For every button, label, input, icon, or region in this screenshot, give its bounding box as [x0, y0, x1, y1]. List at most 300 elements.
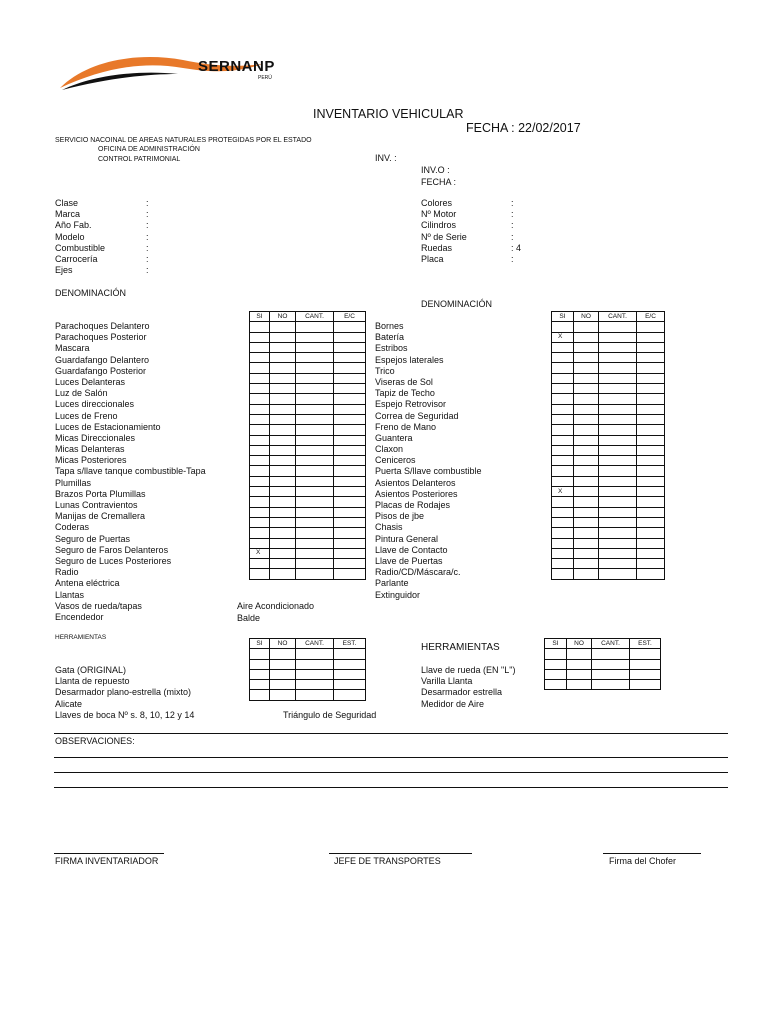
checkbox-cell[interactable]	[296, 649, 334, 659]
checkbox-cell[interactable]	[552, 476, 574, 486]
checkbox-cell[interactable]	[574, 384, 599, 394]
checkbox-cell[interactable]	[334, 445, 366, 455]
tool-item: Desarmador plano-estrella (mixto)	[55, 687, 192, 698]
checkbox-cell[interactable]	[630, 649, 661, 659]
checkbox-cell[interactable]	[250, 517, 270, 527]
checkbox-cell[interactable]	[574, 342, 599, 352]
table-row	[250, 669, 366, 679]
checkbox-cell[interactable]	[552, 394, 574, 404]
checkbox-cell[interactable]	[599, 425, 637, 435]
checkbox-cell[interactable]	[552, 569, 574, 579]
checkbox-cell[interactable]	[270, 363, 296, 373]
checkbox-cell[interactable]	[296, 659, 334, 669]
checkbox-cell[interactable]	[250, 373, 270, 383]
vehicle-field-value: :	[146, 198, 149, 208]
checkbox-cell[interactable]	[334, 476, 366, 486]
checkbox-cell[interactable]	[552, 507, 574, 517]
checkbox-cell[interactable]	[552, 342, 574, 352]
checkbox-cell[interactable]	[296, 669, 334, 679]
checkbox-cell[interactable]	[296, 342, 334, 352]
checkbox-cell[interactable]	[599, 548, 637, 558]
checkbox-cell[interactable]	[250, 425, 270, 435]
checkbox-cell[interactable]	[552, 414, 574, 424]
checkbox-cell[interactable]	[334, 414, 366, 424]
checkbox-cell[interactable]	[250, 680, 270, 690]
checkbox-cell[interactable]	[270, 445, 296, 455]
checkbox-cell[interactable]	[552, 373, 574, 383]
checkbox-cell[interactable]	[334, 538, 366, 548]
table-row	[250, 322, 366, 332]
checkbox-cell[interactable]	[334, 517, 366, 527]
observaciones-line[interactable]	[54, 757, 728, 758]
checkbox-cell[interactable]	[599, 353, 637, 363]
checkbox-cell[interactable]	[296, 404, 334, 414]
checkbox-cell[interactable]	[270, 680, 296, 690]
list-item: Espejo Retrovisor	[375, 399, 447, 410]
checkbox-cell[interactable]	[630, 669, 661, 679]
checkbox-cell[interactable]	[250, 414, 270, 424]
list-item: Llave de Puertas	[375, 555, 443, 566]
checkbox-cell[interactable]	[270, 466, 296, 476]
checkbox-cell[interactable]	[250, 559, 270, 569]
checkbox-cell[interactable]	[574, 456, 599, 466]
checkbox-cell[interactable]	[599, 373, 637, 383]
checkbox-cell[interactable]	[567, 659, 592, 669]
denominacion-left-table	[249, 311, 366, 580]
checkbox-cell[interactable]	[574, 507, 599, 517]
checkbox-cell[interactable]	[270, 435, 296, 445]
checkbox-cell[interactable]	[592, 669, 630, 679]
checkbox-cell[interactable]	[599, 404, 637, 414]
checkbox-cell[interactable]	[637, 476, 665, 486]
checkbox-cell[interactable]	[599, 322, 637, 332]
checkbox-cell[interactable]	[599, 538, 637, 548]
observaciones-line[interactable]	[54, 787, 728, 788]
checkbox-cell[interactable]	[250, 456, 270, 466]
checkbox-cell[interactable]	[250, 538, 270, 548]
checkbox-cell[interactable]	[574, 414, 599, 424]
checkbox-cell[interactable]	[637, 384, 665, 394]
checkbox-cell[interactable]	[270, 373, 296, 383]
checkbox-cell[interactable]	[270, 548, 296, 558]
checkbox-cell[interactable]	[637, 425, 665, 435]
checkbox-cell[interactable]	[630, 680, 661, 690]
checkbox-cell[interactable]	[599, 445, 637, 455]
list-item: Chasis	[375, 522, 403, 533]
checkbox-cell[interactable]	[637, 394, 665, 404]
checkbox-cell[interactable]	[599, 487, 637, 497]
checkbox-cell[interactable]	[574, 559, 599, 569]
checkbox-cell[interactable]	[334, 649, 366, 659]
checkbox-cell[interactable]	[599, 466, 637, 476]
checkbox-cell[interactable]	[552, 559, 574, 569]
checkbox-cell[interactable]	[552, 363, 574, 373]
tool-item: Gata (ORIGINAL)	[55, 665, 127, 675]
list-item: Llave de Contacto	[375, 544, 448, 555]
checkbox-cell[interactable]	[270, 497, 296, 507]
checkbox-cell[interactable]	[552, 517, 574, 527]
checkbox-cell[interactable]	[552, 548, 574, 558]
checkbox-cell[interactable]	[637, 517, 665, 527]
checkbox-cell[interactable]	[552, 497, 574, 507]
checkbox-cell[interactable]	[574, 332, 599, 342]
checkbox-cell[interactable]	[334, 507, 366, 517]
checkbox-cell[interactable]	[599, 414, 637, 424]
vehicle-field-value: :	[511, 198, 514, 208]
checkbox-cell[interactable]	[599, 476, 637, 486]
checkbox-cell[interactable]	[270, 456, 296, 466]
vehicle-info-right-values	[511, 198, 521, 265]
checkbox-cell[interactable]	[250, 690, 270, 700]
checkbox-cell[interactable]	[592, 680, 630, 690]
checkbox-cell[interactable]	[599, 394, 637, 404]
checkbox-cell[interactable]	[270, 425, 296, 435]
checkbox-cell[interactable]	[250, 507, 270, 517]
checkbox-cell[interactable]	[574, 363, 599, 373]
vehicle-field-value: :	[511, 231, 514, 242]
checkbox-cell[interactable]	[250, 353, 270, 363]
checkbox-cell[interactable]	[334, 456, 366, 466]
checkbox-cell[interactable]	[250, 332, 270, 342]
checkbox-cell[interactable]	[574, 445, 599, 455]
checkbox-cell[interactable]	[599, 559, 637, 569]
checkbox-cell[interactable]	[250, 476, 270, 486]
checkbox-cell[interactable]	[250, 659, 270, 669]
checkbox-cell[interactable]	[637, 456, 665, 466]
checkbox-cell[interactable]	[574, 394, 599, 404]
checkbox-cell[interactable]	[334, 669, 366, 679]
table-row	[250, 517, 366, 527]
list-item: Asientos Posteriores	[375, 488, 458, 499]
vehicle-field-label: Colores	[421, 198, 453, 208]
list-item: Micas Delanteras	[55, 444, 125, 455]
checkbox-cell[interactable]	[637, 332, 665, 342]
checkbox-cell[interactable]	[296, 476, 334, 486]
checkbox-cell[interactable]	[250, 394, 270, 404]
checkbox-cell[interactable]	[637, 353, 665, 363]
checkbox-cell[interactable]	[599, 497, 637, 507]
checkbox-cell[interactable]	[334, 680, 366, 690]
checkbox-cell[interactable]	[334, 497, 366, 507]
checkbox-cell[interactable]	[296, 322, 334, 332]
tool-item-triangulo: Triángulo de Seguridad	[283, 710, 377, 720]
jefe-transportes-label: JEFE DE TRANSPORTES	[334, 856, 441, 866]
checkbox-cell[interactable]	[296, 353, 334, 363]
list-item: Llantas	[55, 589, 85, 600]
list-item: Guantera	[375, 432, 413, 443]
checkbox-cell[interactable]	[270, 384, 296, 394]
checkbox-cell[interactable]	[574, 404, 599, 414]
table-row	[552, 466, 665, 476]
checkbox-cell[interactable]	[334, 373, 366, 383]
table-row	[250, 332, 366, 342]
tool-item: Llanta de repuesto	[55, 676, 130, 687]
checkbox-cell[interactable]	[334, 690, 366, 700]
table-row	[552, 497, 665, 507]
checkbox-cell[interactable]	[270, 404, 296, 414]
checkbox-cell[interactable]	[334, 332, 366, 342]
signature-line-chofer[interactable]	[603, 853, 701, 854]
checkbox-cell[interactable]	[599, 528, 637, 538]
checkbox-cell[interactable]	[250, 669, 270, 679]
list-item: Seguro de Puertas	[55, 533, 131, 544]
checkbox-cell[interactable]	[296, 445, 334, 455]
checkbox-cell[interactable]	[567, 680, 592, 690]
checkbox-cell[interactable]	[552, 445, 574, 455]
list-item: Radio/CD/Máscara/c.	[375, 567, 461, 578]
signature-line-inventariador[interactable]	[54, 853, 164, 854]
checkbox-cell[interactable]	[545, 649, 567, 659]
checkbox-cell[interactable]	[296, 538, 334, 548]
checkbox-cell[interactable]	[574, 466, 599, 476]
table-row	[250, 342, 366, 352]
checkbox-cell[interactable]	[250, 435, 270, 445]
checkbox-cell[interactable]	[250, 445, 270, 455]
table-row	[250, 476, 366, 486]
herramientas-left-heading: HERRAMIENTAS	[55, 634, 107, 641]
table-row	[552, 507, 665, 517]
checkbox-cell[interactable]	[334, 404, 366, 414]
checkbox-cell[interactable]	[574, 425, 599, 435]
checkbox-cell[interactable]	[574, 569, 599, 579]
checkbox-cell[interactable]	[270, 353, 296, 363]
vehicle-field-label: Placa	[421, 253, 444, 264]
checkbox-cell[interactable]	[592, 659, 630, 669]
checkbox-cell[interactable]	[552, 466, 574, 476]
checkbox-cell[interactable]	[637, 507, 665, 517]
checkbox-cell[interactable]	[250, 363, 270, 373]
checkbox-cell[interactable]	[296, 507, 334, 517]
checkbox-cell[interactable]	[637, 538, 665, 548]
checkbox-cell[interactable]	[552, 528, 574, 538]
org-line-3: CONTROL PATRIMONIAL	[98, 156, 181, 163]
table-row	[250, 456, 366, 466]
list-item: Mascara	[55, 343, 90, 354]
checkbox-cell[interactable]	[599, 435, 637, 445]
checkbox-cell[interactable]	[567, 649, 592, 659]
checkbox-cell[interactable]	[296, 363, 334, 373]
checkbox-cell[interactable]	[270, 669, 296, 679]
checkbox-cell[interactable]	[296, 569, 334, 579]
checkbox-cell[interactable]	[599, 569, 637, 579]
checkbox-cell[interactable]	[334, 342, 366, 352]
checkbox-cell[interactable]	[296, 497, 334, 507]
checkbox-cell[interactable]	[545, 680, 567, 690]
checkbox-cell[interactable]	[552, 425, 574, 435]
checkbox-cell[interactable]	[296, 466, 334, 476]
page-title: INVENTARIO VEHICULAR	[313, 107, 464, 121]
checkbox-cell[interactable]	[567, 669, 592, 679]
checkbox-cell[interactable]	[552, 404, 574, 414]
checkbox-cell[interactable]: X	[250, 548, 270, 558]
vehicle-info-labels	[55, 198, 105, 276]
checkbox-cell[interactable]: X	[552, 332, 574, 342]
checkbox-cell[interactable]	[552, 384, 574, 394]
org-line-2: OFICINA DE ADMINISTRACIÓN	[98, 146, 200, 153]
table-row	[250, 384, 366, 394]
checkbox-cell[interactable]	[296, 332, 334, 342]
checkbox-cell[interactable]: X	[552, 487, 574, 497]
checkbox-cell[interactable]	[574, 322, 599, 332]
checkbox-cell[interactable]	[250, 497, 270, 507]
column-header: CANT.	[599, 312, 637, 322]
checkbox-cell[interactable]	[296, 384, 334, 394]
vehicle-field-value: :	[511, 220, 514, 231]
list-item: Seguro de Faros Delanteros	[55, 544, 169, 555]
checkbox-cell[interactable]	[334, 559, 366, 569]
checkbox-cell[interactable]	[250, 322, 270, 332]
checkbox-cell[interactable]	[637, 404, 665, 414]
checkbox-cell[interactable]	[270, 517, 296, 527]
vehicle-field-label: Clase	[55, 198, 79, 208]
checkbox-cell[interactable]	[270, 690, 296, 700]
checkbox-cell[interactable]	[296, 373, 334, 383]
checkbox-cell[interactable]	[574, 548, 599, 558]
checkbox-cell[interactable]	[270, 507, 296, 517]
checkbox-cell[interactable]	[574, 517, 599, 527]
column-header: SI	[250, 312, 270, 322]
checkbox-cell[interactable]	[270, 569, 296, 579]
checkbox-cell[interactable]	[334, 425, 366, 435]
checkbox-cell[interactable]	[250, 487, 270, 497]
checkbox-cell[interactable]	[334, 353, 366, 363]
checkbox-cell[interactable]	[250, 569, 270, 579]
checkbox-cell[interactable]	[574, 476, 599, 486]
checkbox-cell[interactable]	[296, 414, 334, 424]
checkbox-cell[interactable]	[545, 669, 567, 679]
observaciones-line[interactable]	[54, 772, 728, 773]
checkbox-cell[interactable]	[270, 659, 296, 669]
checkbox-cell[interactable]	[250, 466, 270, 476]
checkbox-cell[interactable]	[250, 528, 270, 538]
checkbox-cell[interactable]	[334, 548, 366, 558]
checkbox-cell[interactable]	[296, 690, 334, 700]
checkbox-cell[interactable]	[637, 363, 665, 373]
checkbox-cell[interactable]	[270, 414, 296, 424]
checkbox-cell[interactable]	[552, 322, 574, 332]
logo-subtext: PERÚ	[258, 75, 272, 81]
checkbox-cell[interactable]	[574, 435, 599, 445]
checkbox-cell[interactable]	[334, 435, 366, 445]
checkbox-cell[interactable]	[296, 435, 334, 445]
checkbox-cell[interactable]	[270, 538, 296, 548]
checkbox-cell[interactable]	[637, 466, 665, 476]
checkbox-cell[interactable]	[334, 487, 366, 497]
checkbox-cell[interactable]	[334, 363, 366, 373]
checkbox-cell[interactable]	[637, 373, 665, 383]
checkbox-cell[interactable]	[574, 373, 599, 383]
checkbox-cell[interactable]	[599, 384, 637, 394]
checkbox-cell[interactable]	[296, 559, 334, 569]
checkbox-cell[interactable]	[574, 487, 599, 497]
vehicle-field-label: Carrocería	[55, 253, 98, 264]
checkbox-cell[interactable]	[296, 548, 334, 558]
herramientas-right-heading: HERRAMIENTAS	[421, 642, 500, 653]
checkbox-cell[interactable]	[334, 569, 366, 579]
checkbox-cell[interactable]	[334, 384, 366, 394]
checkbox-cell[interactable]	[574, 538, 599, 548]
list-item: Antena eléctrica	[55, 578, 120, 589]
checkbox-cell[interactable]	[637, 342, 665, 352]
checkbox-cell[interactable]	[574, 353, 599, 363]
checkbox-cell[interactable]	[637, 445, 665, 455]
checkbox-cell[interactable]	[296, 517, 334, 527]
checkbox-cell[interactable]	[552, 456, 574, 466]
checkbox-cell[interactable]	[574, 528, 599, 538]
checkbox-cell[interactable]	[574, 497, 599, 507]
checkbox-cell[interactable]	[599, 332, 637, 342]
checkbox-cell[interactable]	[637, 322, 665, 332]
list-item: Luces de Estacionamiento	[55, 421, 161, 432]
checkbox-cell[interactable]	[637, 414, 665, 424]
checkbox-cell[interactable]	[552, 538, 574, 548]
checkbox-cell[interactable]	[250, 649, 270, 659]
checkbox-cell[interactable]	[630, 659, 661, 669]
checkbox-cell[interactable]	[334, 466, 366, 476]
checkbox-cell[interactable]	[250, 342, 270, 352]
table-row	[250, 404, 366, 414]
checkbox-cell[interactable]	[599, 456, 637, 466]
checkbox-cell[interactable]	[592, 649, 630, 659]
checkbox-cell[interactable]	[637, 548, 665, 558]
checkbox-cell[interactable]	[637, 559, 665, 569]
table-header-row	[250, 312, 366, 322]
checkbox-cell[interactable]	[637, 435, 665, 445]
checkbox-cell[interactable]	[250, 404, 270, 414]
checkbox-cell[interactable]	[296, 680, 334, 690]
signature-line-jefe[interactable]	[329, 853, 472, 854]
checkbox-cell[interactable]	[552, 353, 574, 363]
checkbox-cell[interactable]	[552, 435, 574, 445]
checkbox-cell[interactable]	[270, 559, 296, 569]
checkbox-cell[interactable]	[545, 659, 567, 669]
checkbox-cell[interactable]	[334, 322, 366, 332]
list-item: Batería	[375, 332, 405, 343]
table-header-row	[545, 639, 661, 649]
checkbox-cell[interactable]	[637, 497, 665, 507]
checkbox-cell[interactable]	[270, 332, 296, 342]
checkbox-cell[interactable]	[334, 528, 366, 538]
checkbox-cell[interactable]	[637, 569, 665, 579]
checkbox-cell[interactable]	[270, 394, 296, 404]
checkbox-cell[interactable]	[637, 528, 665, 538]
checkbox-cell[interactable]	[296, 425, 334, 435]
checkbox-cell[interactable]	[270, 649, 296, 659]
checkbox-cell[interactable]	[637, 487, 665, 497]
checkbox-cell[interactable]	[334, 394, 366, 404]
checkbox-cell[interactable]	[250, 384, 270, 394]
checkbox-cell[interactable]	[599, 517, 637, 527]
checkbox-cell[interactable]	[296, 394, 334, 404]
vehicle-field-label: Nº Motor	[421, 209, 457, 220]
checkbox-cell[interactable]	[270, 476, 296, 486]
checkbox-cell[interactable]	[296, 528, 334, 538]
list-item: Radio	[55, 567, 79, 578]
checkbox-cell[interactable]	[270, 487, 296, 497]
table-row	[545, 659, 661, 669]
checkbox-cell[interactable]	[296, 487, 334, 497]
checkbox-cell[interactable]	[599, 507, 637, 517]
vehicle-field-value: :	[511, 253, 514, 264]
checkbox-cell[interactable]	[599, 342, 637, 352]
table-row	[250, 548, 366, 558]
checkbox-cell[interactable]	[270, 342, 296, 352]
checkbox-cell[interactable]	[334, 659, 366, 669]
checkbox-cell[interactable]	[270, 528, 296, 538]
checkbox-cell[interactable]	[270, 322, 296, 332]
checkbox-cell[interactable]	[599, 363, 637, 373]
checkbox-cell[interactable]	[296, 456, 334, 466]
